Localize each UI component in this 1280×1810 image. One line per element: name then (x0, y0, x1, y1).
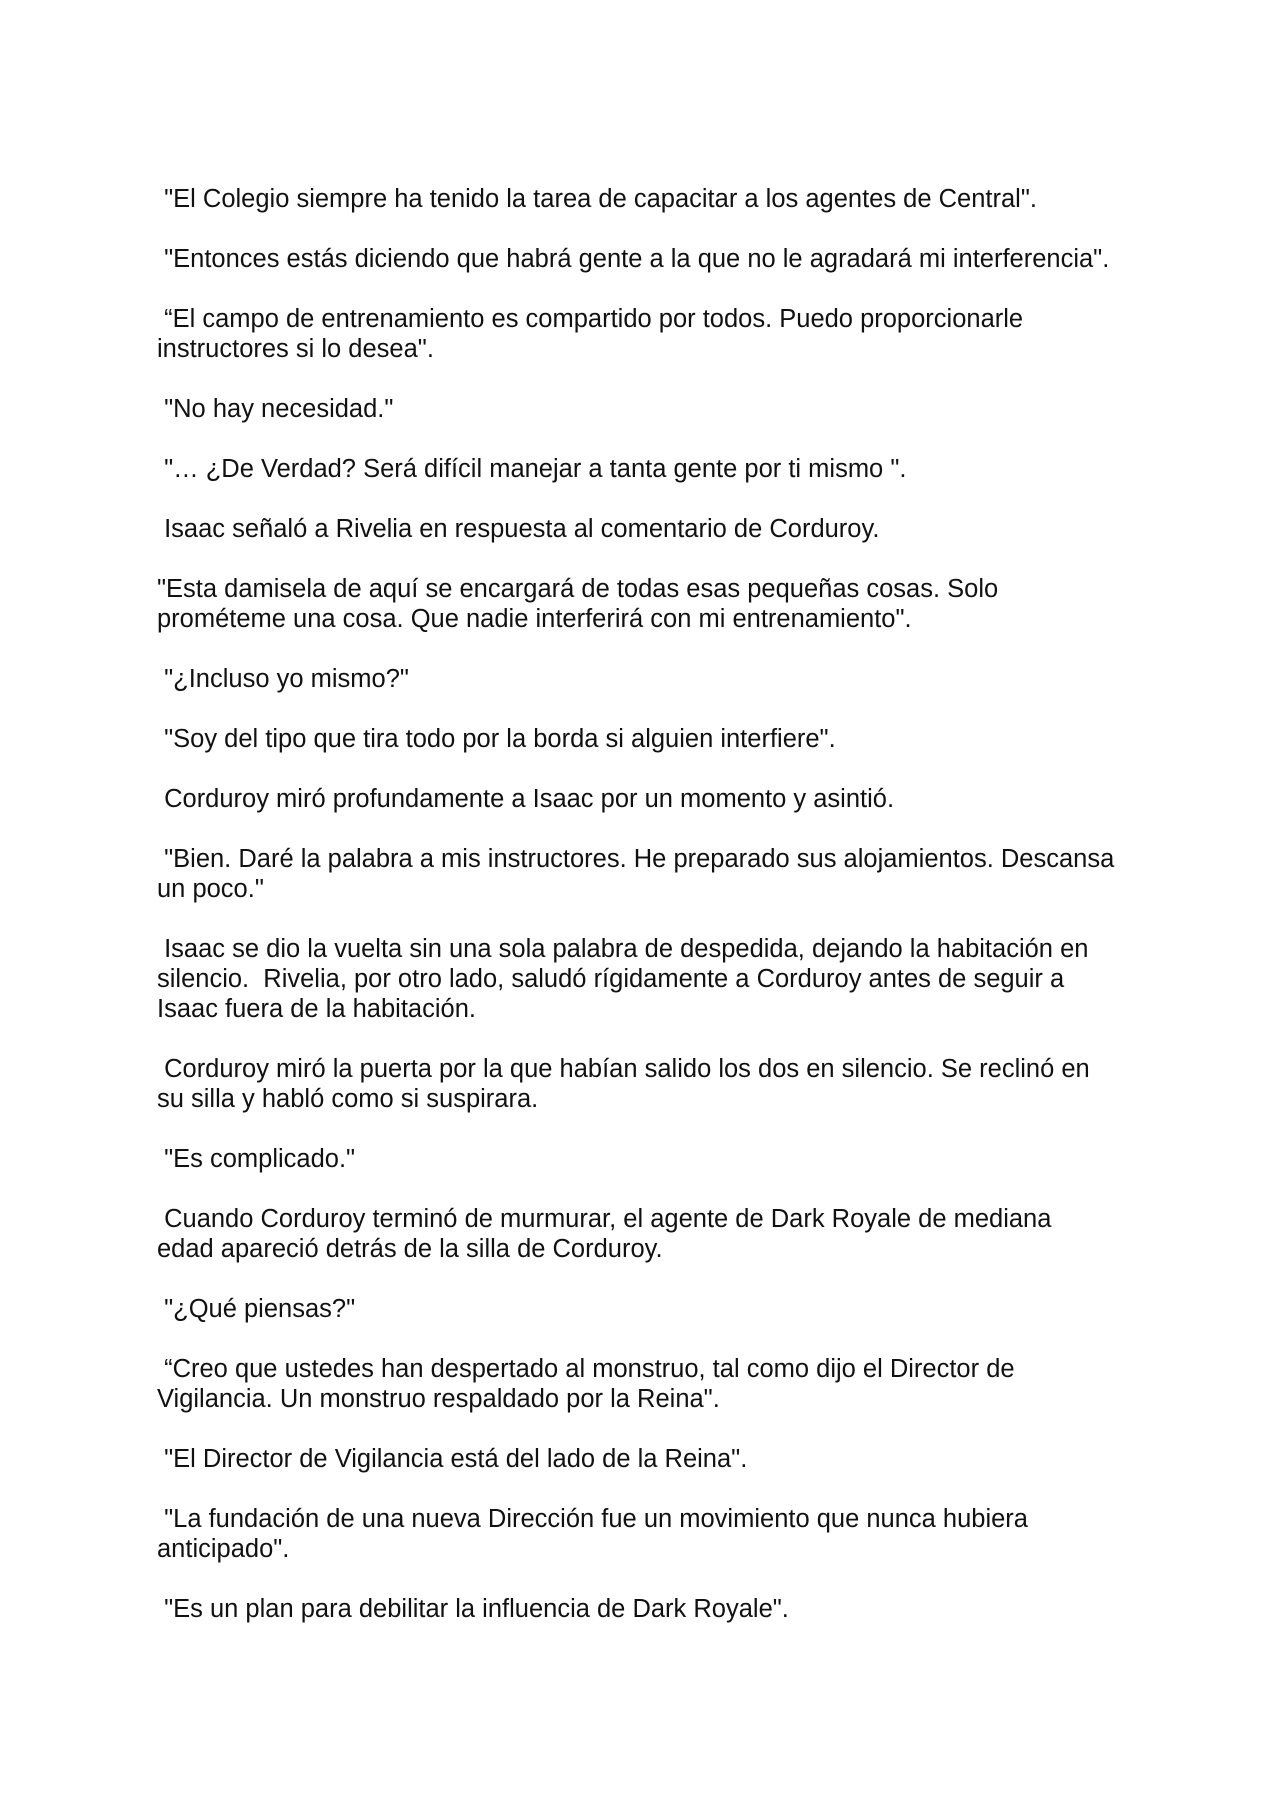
paragraph-17: “Creo que ustedes han despertado al monstruo, tal como dijo el Director de Vigilancia. Un monstruo respaldado por la Reina". (157, 1355, 1015, 1413)
paragraph-20: "Es un plan para debilitar la influencia de Dark Royale". (157, 1595, 789, 1623)
paragraph-11: "Bien. Daré la palabra a mis instructores. He preparado sus alojamientos. Descansa un poco." (157, 845, 1115, 903)
paragraph-18: "El Director de Vigilancia está del lado de la Reina". (157, 1445, 748, 1473)
paragraph-10: Corduroy miró profundamente a Isaac por un momento y asintió. (157, 785, 895, 813)
paragraph-3: “El campo de entrenamiento es compartido por todos. Puedo proporcionarle instructores si lo desea". (157, 305, 1024, 363)
paragraph-12: Isaac se dio la vuelta sin una sola palabra de despedida, dejando la habitación en silencio. Rivelia, por otro lado, saludó rígidamente a Corduroy antes de seguir a Isaac fuera de la habitación. (157, 935, 1089, 1023)
paragraph-16: "¿Qué piensas?" (157, 1295, 356, 1323)
paragraph-2: "Entonces estás diciendo que habrá gente a la que no le agradará mi interferencia". (157, 245, 1110, 273)
paragraph-15: Cuando Corduroy terminó de murmurar, el agente de Dark Royale de mediana edad apareció detrás de la silla de Corduroy. (157, 1205, 1052, 1263)
paragraph-5: "… ¿De Verdad? Será difícil manejar a tanta gente por ti mismo ". (157, 455, 907, 483)
paragraph-1: "El Colegio siempre ha tenido la tarea de capacitar a los agentes de Central". (157, 185, 1037, 213)
document-page (157, 184, 1147, 1654)
paragraph-4: "No hay necesidad." (157, 395, 394, 423)
paragraph-9: "Soy del tipo que tira todo por la borda si alguien interfiere". (157, 725, 836, 753)
paragraph-7: "Esta damisela de aquí se encargará de todas esas pequeñas cosas. Solo prométeme una cosa. Que nadie interferirá con mi entrenamiento". (157, 575, 999, 633)
paragraph-14: "Es complicado." (157, 1145, 356, 1173)
paragraph-19: "La fundación de una nueva Dirección fue un movimiento que nunca hubiera anticipado". (157, 1505, 1028, 1563)
paragraph-13: Corduroy miró la puerta por la que habían salido los dos en silencio. Se reclinó en su silla y habló como si suspirara. (157, 1055, 1090, 1113)
paragraph-8: "¿Incluso yo mismo?" (157, 665, 409, 693)
paragraph-6: Isaac señaló a Rivelia en respuesta al comentario de Corduroy. (157, 515, 880, 543)
